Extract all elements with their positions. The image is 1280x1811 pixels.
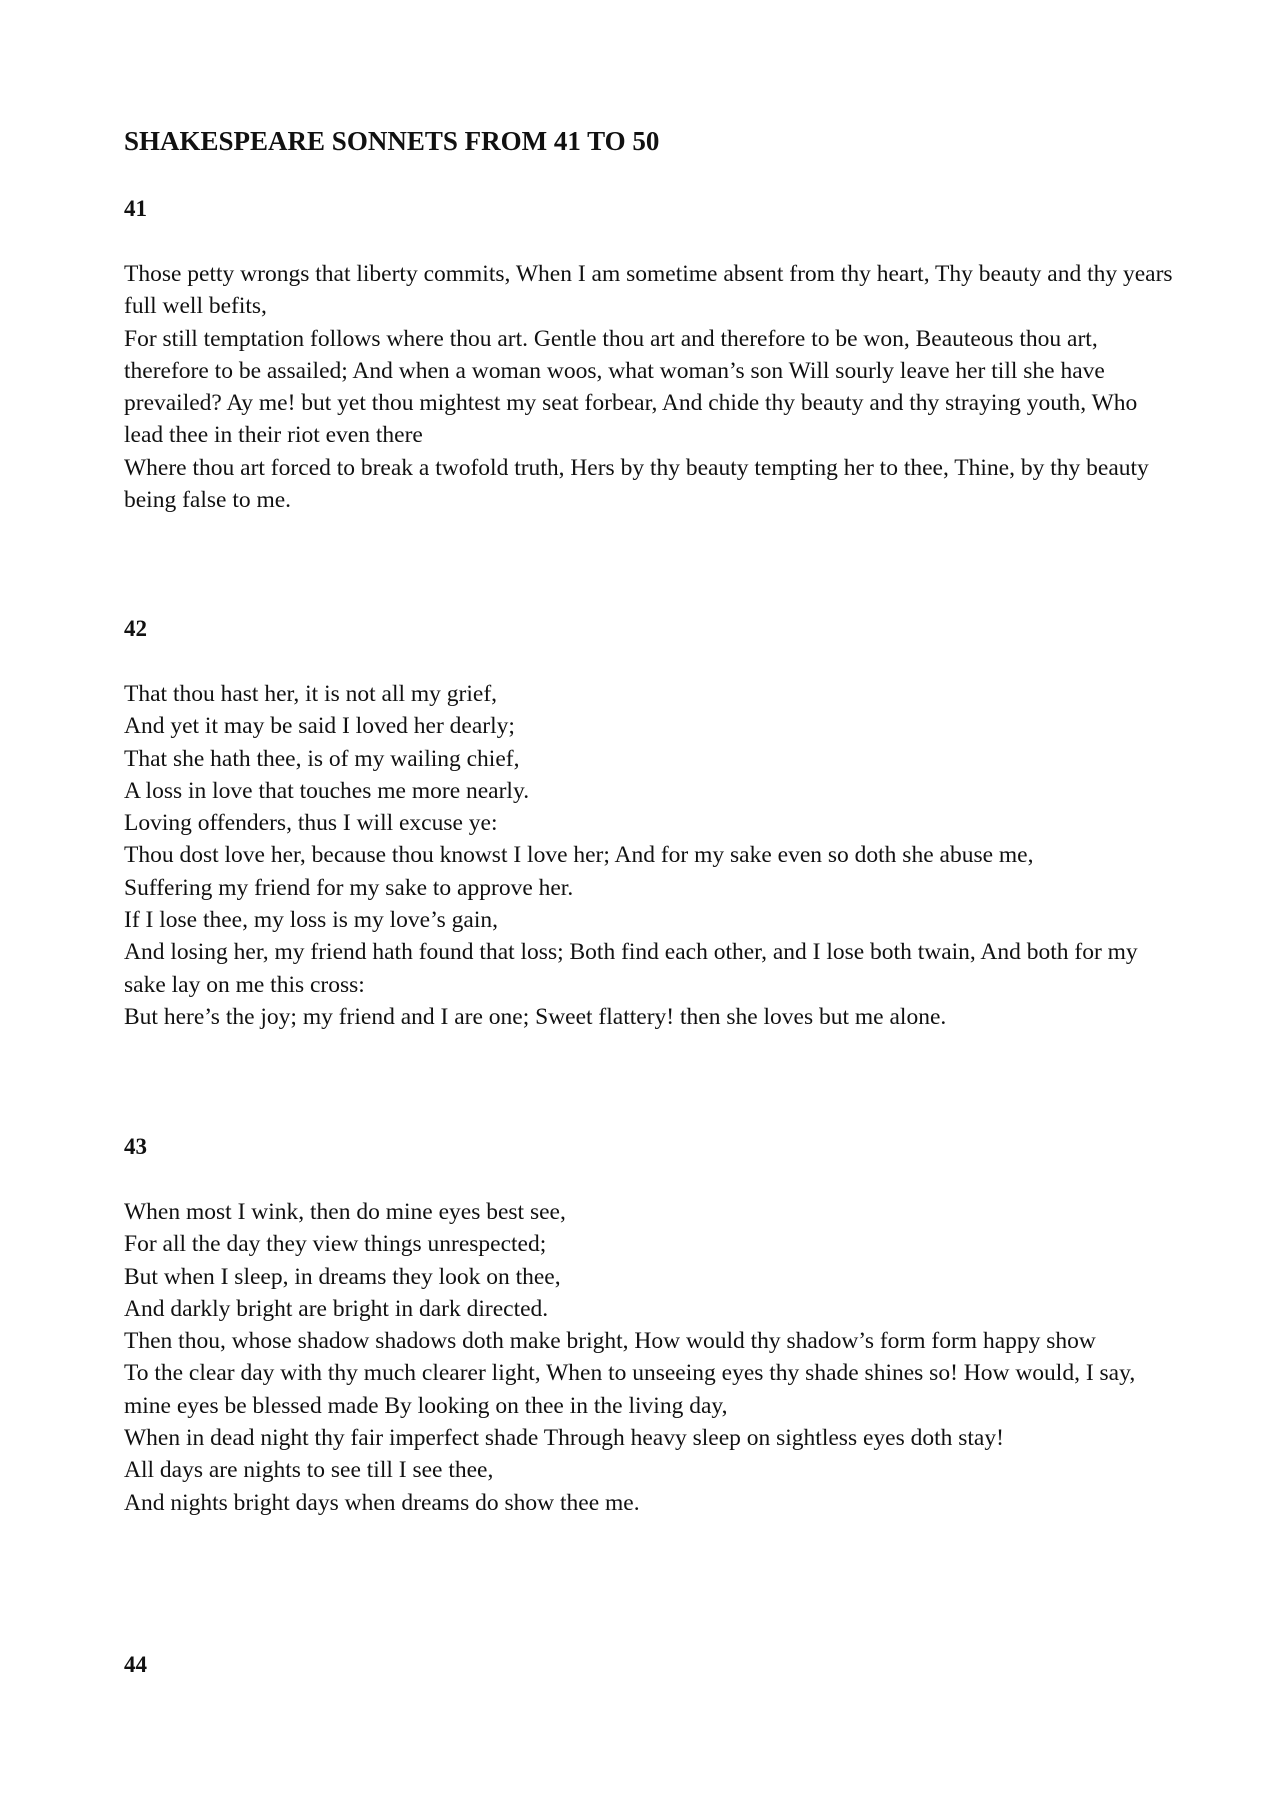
sonnet-line: And losing her, my friend hath found that loss; Both find each other, and I lose both twain, And both for my sake lay on me this cross: <box>124 939 1138 998</box>
sonnet-line: But here’s the joy; my friend and I are one; Sweet flattery! then she loves but me alone. <box>124 1003 947 1030</box>
sonnet-line: That thou hast her, it is not all my grief, <box>124 681 498 707</box>
sonnet-line: And nights bright days when dreams do show thee me. <box>124 1489 640 1516</box>
sonnet-body-43 <box>124 1196 1174 1519</box>
sonnet-line: And yet it may be said I loved her dearly; <box>124 713 515 740</box>
sonnet-line: For still temptation follows where thou art. Gentle thou art and therefore to be won, Beauteous thou art, therefore to be assailed; And when a woman woos, what woman’s son Will sourly leave her till she have prevailed? Ay me! but yet thou mightest my seat forbear, And chide thy beauty and thy straying youth, Who lead thee in their riot even there <box>124 325 1138 449</box>
sonnet-line: A loss in love that touches me more nearly. <box>124 777 530 804</box>
document-page <box>124 124 1174 1677</box>
sonnet-line: And darkly bright are bright in dark directed. <box>124 1295 549 1322</box>
sonnet-line: If I lose thee, my loss is my love’s gain, <box>124 907 498 934</box>
sonnet-number-43: 43 <box>124 1134 147 1159</box>
sonnet-body-41 <box>124 258 1174 516</box>
sonnet-line: Where thou art forced to break a twofold truth, Hers by thy beauty tempting her to thee, Thine, by thy beauty being false to me. <box>124 454 1149 514</box>
sonnet-line: Suffering my friend for my sake to approve her. <box>124 874 574 901</box>
sonnet-line: But when I sleep, in dreams they look on thee, <box>124 1263 561 1290</box>
sonnet-line: Thou dost love her, because thou knowst I love her; And for my sake even so doth she abuse me, <box>124 842 1034 869</box>
sonnet-number-44: 44 <box>124 1652 147 1677</box>
sonnet-line: When in dead night thy fair imperfect shade Through heavy sleep on sightless eyes doth stay! <box>124 1425 1004 1452</box>
sonnet-line: All days are nights to see till I see thee, <box>124 1457 494 1484</box>
sonnet-number-42: 42 <box>124 616 147 641</box>
sonnet-line: When most I wink, then do mine eyes best see, <box>124 1199 566 1225</box>
sonnet-line: That she hath thee, is of my wailing chief, <box>124 745 520 772</box>
sonnet-line: Then thou, whose shadow shadows doth make bright, How would thy shadow’s form form happy show <box>124 1328 1096 1355</box>
sonnet-body-42 <box>124 678 1174 1033</box>
sonnet-line: For all the day they view things unrespected; <box>124 1231 547 1258</box>
sonnet-line: Those petty wrongs that liberty commits, When I am sometime absent from thy heart, Thy beauty and thy years full well befits, <box>124 261 1173 320</box>
sonnet-line: To the clear day with thy much clearer light, When to unseeing eyes thy shade shines so! How would, I say, mine eyes be blessed made By looking on thee in the living day, <box>124 1360 1136 1419</box>
sonnet-number-41: 41 <box>124 196 147 221</box>
document-title: SHAKESPEARE SONNETS FROM 41 TO 50 <box>124 126 660 156</box>
sonnet-line: Loving offenders, thus I will excuse ye: <box>124 810 498 837</box>
